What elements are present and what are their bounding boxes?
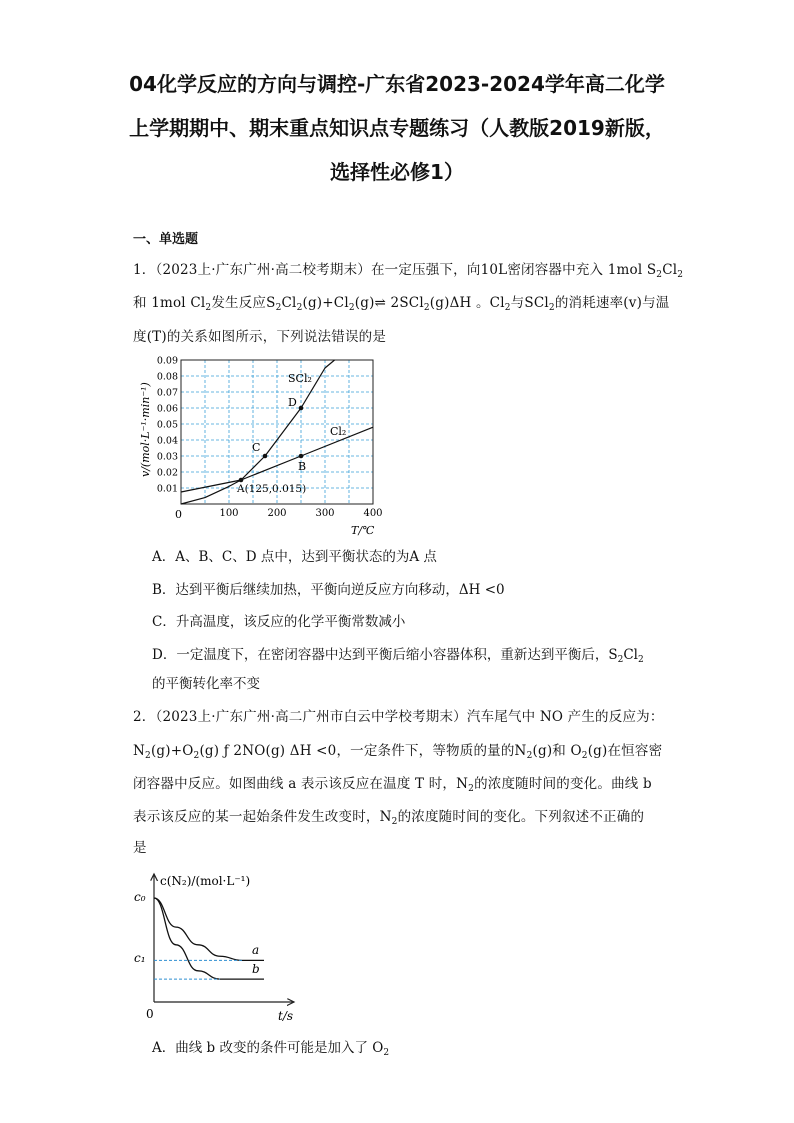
rate-temperature-chart [135, 352, 395, 542]
q2-stem-line-4: 表示该反应的某一起始条件发生改变时，$N_2$的浓度随时间的变化。下列叙述不正确的 [133, 809, 645, 827]
q1-stem-line-1: 1．（2023上·广东广州·高二校考期末）在一定压强下，向10L密闭容器中充入 1mol $S_2Cl_2$ [133, 262, 684, 280]
y-tick-label: 0.03 [156, 451, 178, 463]
y-tick-label: 0.05 [156, 419, 178, 431]
q1-option-d-cont: 的平衡转化率不变 [152, 676, 260, 692]
y-tick-label: 0.01 [156, 483, 178, 495]
x-tick-label: 100 [219, 508, 239, 519]
y-tick-label: 0.02 [156, 467, 178, 479]
q2-stem-line-3: 闭容器中反应。如图曲线 a 表示该反应在温度 T 时，$N_2$的浓度随时间的变化。曲线 b [133, 776, 652, 794]
chart2-ylabel: c(N₂)/(mol·L⁻¹) [160, 874, 251, 888]
data-point-d [299, 406, 304, 411]
point-label-d: D [288, 396, 297, 409]
q1-option-b[interactable]: B．达到平衡后继续加热，平衡向逆反应方向移动，ΔH <0 [152, 582, 505, 598]
q2-option-a[interactable]: A．曲线 b 改变的条件可能是加入了 $O_2$ [152, 1040, 390, 1058]
y-tick-label: 0.07 [156, 387, 178, 399]
q2-stem-line-1: 2．（2023上·广东广州·高二广州市白云中学校考期末）汽车尾气中 NO 产生的反应为： [133, 709, 664, 725]
series-label-scl2: SCl₂ [288, 372, 312, 385]
point-label-c: C [252, 441, 261, 454]
point-label-b: B [298, 460, 307, 473]
section-heading: 一、单选题 [133, 232, 199, 247]
q1-option-c[interactable]: C．升高温度，该反应的化学平衡常数减小 [152, 614, 406, 630]
curve-label-b: b [252, 962, 260, 976]
y-tick-label: 0.06 [156, 403, 178, 415]
series-label-cl2: Cl₂ [330, 425, 347, 438]
chart2-c1: c₁ [134, 951, 146, 965]
chart1-xlabel: T/℃ [351, 524, 375, 537]
x-tick-label: 400 [363, 508, 383, 519]
y-tick-label: 0.04 [156, 435, 178, 447]
y-tick-label: 0.08 [156, 371, 178, 383]
chart1-origin-label: 0 [175, 508, 182, 521]
x-tick-label: 200 [267, 508, 287, 519]
q1-option-d[interactable]: D．一定温度下，在密闭容器中达到平衡后缩小容器体积，重新达到平衡后，$S_2Cl_2$ [152, 647, 644, 665]
q1-option-a[interactable]: A．A、B、C、D 点中，达到平衡状态的为A 点 [152, 549, 437, 565]
point-label-a: A(125,0.015) [237, 483, 307, 495]
title-line-2: 上学期期中、期末重点知识点专题练习（人教版2019新版， [129, 116, 665, 140]
chart2-origin: 0 [146, 1007, 154, 1021]
curve-a [154, 898, 264, 960]
y-tick-label: 0.09 [156, 355, 178, 367]
q1-stem-line-3: 度(T)的关系如图所示，下列说法错误的是 [133, 329, 387, 345]
title-line-3: 选择性必修1） [330, 160, 464, 184]
x-tick-label: 300 [315, 508, 335, 519]
curve-label-a: a [252, 943, 260, 957]
curve-b [154, 898, 264, 979]
nitrogen-concentration-chart [128, 866, 308, 1026]
title-line-1: 04化学反应的方向与调控-广东省2023-2024学年高二化学 [129, 72, 665, 96]
document-title [60, 62, 734, 194]
chart2-c0: c₀ [134, 890, 146, 904]
q1-stem-line-2: 和 1mol $Cl_2$发生反应$S_2Cl_2(g)+Cl_2(g)\rightleftharpoons$ 2SCl$_2$(g)ΔH 。$Cl_2$与SCl$_2$的消耗速率(v)与温 [133, 295, 670, 313]
q2-stem-line-2: $N_2(g)+O_2(g)$ ƒ 2NO(g) ΔH <0，一定条件下，等物质的量的$N_2(g)$和 $O_2(g)$在恒容密 [133, 743, 663, 761]
data-point-b [299, 454, 304, 459]
q2-stem-line-5: 是 [133, 840, 147, 856]
chart1-ylabel: v/(mol·L⁻¹·min⁻¹) [139, 382, 152, 477]
data-point-a [239, 478, 244, 483]
data-point-c [263, 454, 268, 459]
chart2-xlabel: t/s [278, 1009, 294, 1023]
